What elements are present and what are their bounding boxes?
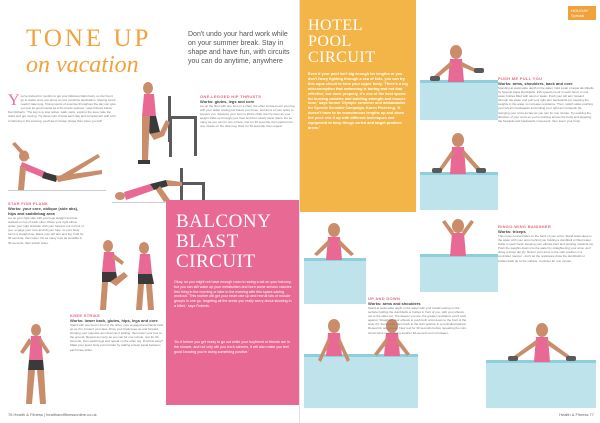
balcony-quote: 'Do it before you get ready to go out while your boyfriend or friends are in the shower, and not only will you torch calories, it will also make you feel good knowing you're doing something positive.' (174, 340, 290, 354)
hotel-body: Even if your pool isn't big enough for lengths or you don't fancy fighting through a sea of kids, you can try this aqua circuit to tone your upper body. 'There's a big misconception that swimming is boring and not that effective, but done properly, it's one of the best sports for burning calories and building strength and muscle tone,' says former Olympic swimmer and ambassador for Speedo Sensible Campaign, Karen Pickering. 'It doesn't have to be monotonous lengths up and down the pool: mix it up with different techniques and equipment to keep things varied and target problem areas.' (308, 72, 408, 130)
hotel-pool-panel (300, 0, 416, 212)
exercise-knee-strike (70, 313, 166, 352)
exercise-works: Works: glutes, legs and core (200, 99, 255, 104)
exercise-title: KNEE STRIKE (70, 313, 101, 318)
tab-line1: HOLIDAY (571, 8, 589, 13)
intro-text: ou've trained for months to get your fabulous bikini body, so don't let it go to waste once you arrive at your sunshine destination. Staying toned needn't take long. 'Doing sports of exercise throughout the day can give you just as good results as a 60-minute workout,' says Fitness trainer Dan Roberts. 'The key is to stay active: walk, swim, explore the area, take the stairs and get moving. Try these mini circuits each day and complement with a bit of dancing in the evening, you'll feel in better shape than when you left!' (8, 94, 116, 123)
exercise-text: Stand with one foot in front of the other, core engaged and hands held up as if to 'protect' your face. Drive your back knee up and forward, bringing your opposite arm down as if striking, then lower your foot to the ground. Repeat as many as you can for one minute, rest for 30 seconds, then switch legs and repeat on the other leg. Find this easy? Make your lower body even harder by adding a deep squat between each knee strike. (70, 323, 163, 352)
knee-strike-illustration (88, 238, 164, 314)
headline-line2: on vacation (26, 52, 139, 78)
exercise-works: Works: arms, shoulders, back and core (498, 81, 573, 86)
headline-line1: TONE UP (26, 25, 152, 52)
exercise-text: This move concentrates on the back of your arms. Stand waist-deep in the water with your arms behind you holding a dumbbell or filled water bottle in each hand, keeping your elbows bent and pointing upwards (a). Push the weights down into the water by straightening your arms, as if doing a tricep dip (b). Return your arms to the start position in a controlled manner - don't let the resistance draw the dumbbells or bottles back up to the surface. Continue for one minute. (498, 234, 594, 263)
exercise-works: Works: your core, oblique (side abs), hips and saddlebag area (8, 206, 79, 216)
balcony-title-line1: BALCONY (176, 211, 272, 232)
exercise-text: Lie on your right side with your legs straight and feet stacked on top of each other. Place your right elbow under your right shoulder with your forearm out in front of you, engage your core and lift your hips, so your body forms a straight line. Raise your left arm and leg, hold for 30 seconds, then lower. Do as many reps as possible in 30 seconds, then switch sides. (8, 216, 84, 245)
balcony-title-line2: BLAST (176, 231, 239, 252)
balcony-title-line3: CIRCUIT (176, 251, 256, 272)
pool-woman-illustration-1 (420, 40, 498, 120)
intro-dropcap: Y (8, 92, 20, 109)
exercise-push-me-pull-you (498, 76, 594, 123)
pool-woman-illustration-3 (420, 212, 498, 292)
exercise-works: Works: lower back, glutes, hips, legs and core (70, 318, 158, 323)
exercise-works: Works: triceps (498, 229, 526, 234)
exercise-works: Works: arms and shoulders (368, 301, 421, 306)
exercise-star-fish-plank (8, 201, 84, 245)
balcony-blast-panel (166, 200, 300, 405)
hotel-title-line2: POOL (308, 33, 352, 50)
exercise-title: STAR FISH PLANK (8, 201, 49, 206)
exercise-ringo-wing-banisher (498, 224, 594, 263)
hotel-title (308, 18, 412, 66)
exercise-up-and-down (368, 296, 468, 335)
exercise-title: UP AND DOWN (368, 296, 401, 301)
balcony-body: Okay, so you might not have enough room to swing a cat on your balcony, but you can still wake up your metabolism and burn some serious calories first thing in the morning or later in the evening with this space-saving workout. 'This routine will get your heart rate up and recruit lots of muscle groups in one go, targeting all the areas you really worry about showing in a bikini,' says Roberts. (174, 280, 292, 308)
headline (26, 26, 186, 78)
standfirst: Don't undo your hard work while on your summer break. Stay in shape and have fun, with circuits you can do anytime, anywhere (188, 31, 290, 65)
standing-woman-illustration (6, 322, 68, 408)
chair-exercise-illustration (120, 76, 206, 168)
hotel-title-line1: HOTEL (308, 17, 363, 34)
exercise-title: ONE-LEGGED HIP THRUSTS (200, 94, 262, 99)
tab-line2: Special (571, 13, 585, 18)
exercise-title: PUSH ME PULL YOU (498, 76, 543, 81)
pool-woman-illustration-5 (304, 308, 366, 408)
intro-paragraph (8, 94, 116, 123)
exercise-title: RINGO-WING BANISHER (498, 224, 552, 229)
left-folio: 76 Health & Fitness | healthandfitnessonline.co.uk (8, 412, 97, 417)
pool-woman-illustration-7 (486, 316, 596, 408)
exercise-text: Lie on the floor with one foot on a chair, the other crossed over your leg with your ankle resting just below your knee, and arms at your sides to support you. Squeeze your bum to lift the chair, the hip rises as your weight shifts up through your heel and then slowly lower down. Do as many as you can for one minute, rest for 30 seconds, then perform for one minute on the other leg. Rest for 30 seconds, then repeat. (200, 104, 295, 129)
star-fish-plank-illustration (6, 142, 108, 202)
exercise-text: Stand at waist-wide depth in the water with your hands resting on the surface holding the dumbbells or bottles in front of you, with your elbows out to the sides (a). The deeper you are, the greater resistance you'll work against. Straighten your elbows to push both arms down to the front of the body (b), then return them back to the start position in a controlled fashion. Repeat for one minute. Now rest for 30 seconds before repeating the mini-circuit twice more, taking another 30-second rest in between. (368, 306, 467, 335)
exercise-one-legged-hip-thrusts (200, 94, 296, 129)
right-folio: Health & Fitness 77 (559, 412, 594, 417)
pool-woman-illustration-2 (420, 122, 498, 210)
hotel-title-line3: CIRCUIT (308, 49, 376, 66)
holiday-special-tab (568, 6, 596, 20)
pool-woman-illustration-4 (304, 214, 366, 304)
exercise-text: Standing at waist-wide depth in the water, hold a pair of aqua dumbbells by Speedo Aqua Dumbbells, £15 speedo.co.uk in each hand, or use water bottles filled with sand or water. Push your left arm forward through the water and pull your right arm backwards (a), keeping the weights in the water so increase resistance. Then, switch sides pushing your left arm backwards and pulling your right arm forwards (b), swinging your arms as fast as you can for one minute. Try working the direction of your arms so you're working across the body and targeting the forwards and backwards movement, then lower your body. (498, 86, 594, 123)
balcony-title (176, 212, 296, 272)
